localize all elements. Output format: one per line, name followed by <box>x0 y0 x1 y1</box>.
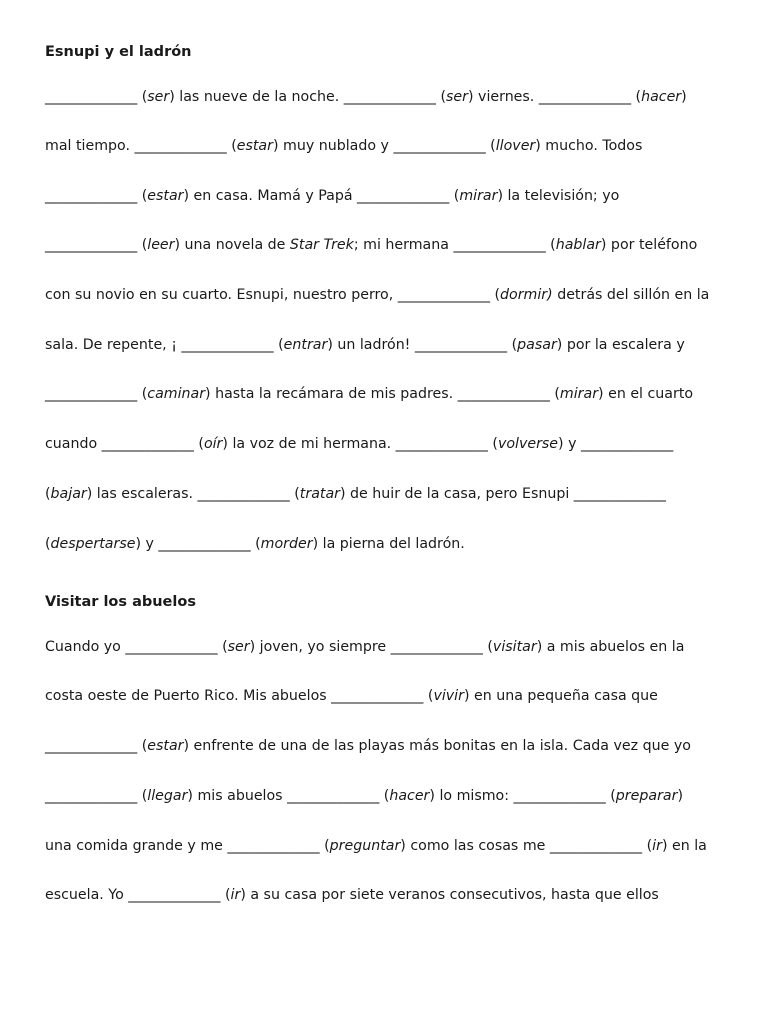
verb-hint: caminar <box>147 386 206 402</box>
verb-hint: llegar <box>147 788 188 804</box>
verb-hint: despertarse <box>50 536 136 552</box>
verb-hint: visitar <box>492 639 537 655</box>
text-segment: ) a su casa por siete veranos consecutivos, hasta que ellos <box>240 887 659 903</box>
text-segment: ) por teléfono <box>600 237 698 253</box>
text-segment: sala. De repente, ¡ _____________ ( <box>45 337 284 353</box>
verb-hint: ser <box>147 89 170 105</box>
verb-hint: mirar <box>459 188 498 204</box>
text-segment: ) la pierna del ladrón. <box>312 536 465 552</box>
paragraph-line <box>45 88 687 106</box>
verb-hint: hacer <box>389 788 430 804</box>
text-segment: Cuando yo _____________ ( <box>45 639 228 655</box>
text-segment: detrás del sillón en la <box>552 287 710 303</box>
verb-hint: llover <box>495 138 536 154</box>
verb-hint: estar <box>147 188 184 204</box>
text-segment: ) en la <box>661 838 707 854</box>
paragraph-line <box>45 286 709 304</box>
text-segment: mal tiempo. _____________ ( <box>45 138 237 154</box>
verb-hint: Star Trek <box>289 237 354 253</box>
verb-hint: preguntar <box>329 838 401 854</box>
paragraph-line <box>45 187 619 205</box>
text-segment: ) de huir de la casa, pero Esnupi _____________ <box>339 486 666 502</box>
text-segment: ) muy nublado y _____________ ( <box>272 138 496 154</box>
verb-hint: dormir) <box>500 287 553 303</box>
text-segment: ) y _____________ ( <box>135 536 261 552</box>
paragraph-line <box>45 535 465 553</box>
text-segment: ( <box>45 486 51 502</box>
text-segment: ) y _____________ <box>558 436 674 452</box>
verb-hint: oír <box>203 436 223 452</box>
text-segment: con su novio en su cuarto. Esnupi, nuestro perro, _____________ ( <box>45 287 501 303</box>
verb-hint: bajar <box>50 486 87 502</box>
verb-hint: pasar <box>517 337 557 353</box>
text-segment: ( <box>45 536 51 552</box>
text-segment: ) hasta la recámara de mis padres. _____________ ( <box>205 386 560 402</box>
text-segment: ) mis abuelos _____________ ( <box>187 788 390 804</box>
verb-hint: ir <box>230 887 241 903</box>
text-segment: ) <box>677 788 683 804</box>
section-title-esnupi: Esnupi y el ladrón <box>45 44 192 60</box>
text-segment: cuando _____________ ( <box>45 436 204 452</box>
paragraph-line <box>45 137 642 155</box>
verb-hint: vivir <box>433 688 464 704</box>
verb-hint: ir <box>652 838 662 854</box>
paragraph-line <box>45 638 684 656</box>
text-segment: _____________ ( <box>45 788 148 804</box>
text-segment: ) viernes. _____________ ( <box>468 89 642 105</box>
verb-hint: hacer <box>641 89 682 105</box>
text-segment: ) como las cosas me _____________ ( <box>400 838 653 854</box>
verb-hint: morder <box>260 536 313 552</box>
text-segment: escuela. Yo _____________ ( <box>45 887 231 903</box>
text-segment: ) enfrente de una de las playas más bonitas en la isla. Cada vez que yo <box>183 738 691 754</box>
text-segment: ) a mis abuelos en la <box>536 639 685 655</box>
verb-hint: tratar <box>299 486 340 502</box>
verb-hint: estar <box>236 138 273 154</box>
paragraph-line <box>45 435 673 453</box>
verb-hint: entrar <box>283 337 328 353</box>
verb-hint: ser <box>446 89 468 105</box>
verb-hint: leer <box>147 237 175 253</box>
paragraph-line <box>45 385 693 403</box>
text-segment: ) <box>681 89 687 105</box>
text-segment: ) la televisión; yo <box>497 188 620 204</box>
text-segment: _____________ ( <box>45 386 148 402</box>
section-title-abuelos: Visitar los abuelos <box>45 594 196 610</box>
text-segment: ) joven, yo siempre _____________ ( <box>249 639 493 655</box>
text-segment: ) una novela de <box>174 237 290 253</box>
verb-hint: volverse <box>497 436 559 452</box>
verb-hint: estar <box>147 738 184 754</box>
paragraph-line <box>45 837 707 855</box>
text-segment: ) en el cuarto <box>598 386 694 402</box>
paragraph-line <box>45 687 658 705</box>
text-segment: ) la voz de mi hermana. _____________ ( <box>222 436 498 452</box>
text-segment: _____________ ( <box>45 188 148 204</box>
text-segment: ) por la escalera y <box>556 337 685 353</box>
text-segment: ) en una pequeña casa que <box>463 688 658 704</box>
text-segment: ) lo mismo: _____________ ( <box>429 788 616 804</box>
verb-hint: mirar <box>559 386 599 402</box>
paragraph-line <box>45 236 697 254</box>
paragraph-line <box>45 485 666 503</box>
text-segment: una comida grande y me _____________ ( <box>45 838 330 854</box>
text-segment: _____________ ( <box>45 89 148 105</box>
paragraph-line <box>45 886 659 904</box>
text-segment: _____________ ( <box>45 738 148 754</box>
verb-hint: ser <box>227 639 250 655</box>
text-segment: ; mi hermana _____________ ( <box>353 237 556 253</box>
text-segment: ) en casa. Mamá y Papá _____________ ( <box>183 188 460 204</box>
paragraph-line <box>45 336 685 354</box>
text-segment: ) mucho. Todos <box>535 138 643 154</box>
text-segment: ) las escaleras. _____________ ( <box>86 486 300 502</box>
paragraph-line <box>45 737 691 755</box>
text-segment: _____________ ( <box>45 237 148 253</box>
paragraph-line <box>45 787 683 805</box>
verb-hint: hablar <box>555 237 601 253</box>
text-segment: ) las nueve de la noche. _____________ ( <box>169 89 447 105</box>
verb-hint: preparar <box>615 788 678 804</box>
text-segment: ) un ladrón! _____________ ( <box>327 337 518 353</box>
text-segment: costa oeste de Puerto Rico. Mis abuelos _____________ ( <box>45 688 434 704</box>
